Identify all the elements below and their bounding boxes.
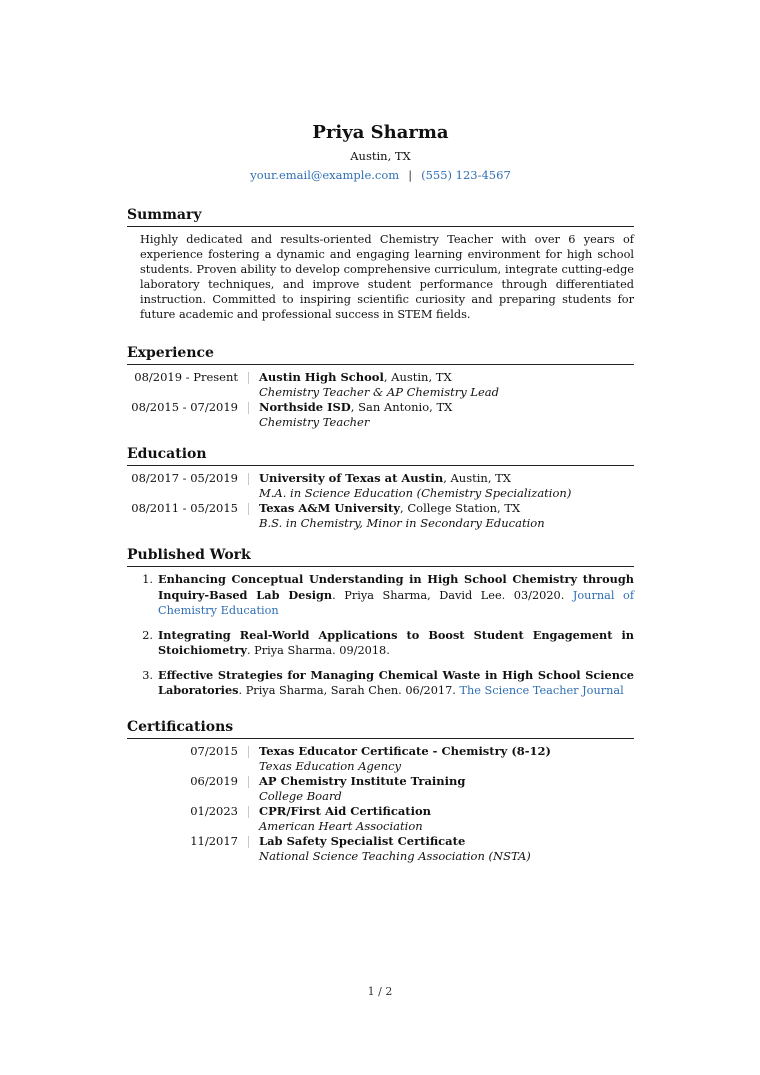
publication-number: 1. <box>142 573 153 586</box>
certification-name: Lab Safety Specialist Certificate <box>259 833 466 848</box>
publications-heading: Published Work <box>127 545 634 567</box>
experience-heading: Experience <box>127 343 634 365</box>
certification-entry <box>127 774 634 804</box>
entry-divider <box>248 776 249 788</box>
job-title: Chemistry Teacher & AP Chemistry Lead <box>259 385 500 399</box>
certification-issuer: American Heart Association <box>259 818 423 833</box>
certifications-heading: Certifications <box>127 717 634 739</box>
education-dates: 08/2011 - 05/2015 <box>131 501 238 515</box>
contact-line <box>127 166 634 184</box>
publication-text <box>158 668 634 699</box>
education-entry <box>127 471 634 501</box>
resume-content <box>127 120 634 864</box>
employer-location: , San Antonio, TX <box>350 400 453 414</box>
publication-text <box>158 628 634 659</box>
page-number: 1 / 2 <box>367 985 393 998</box>
school-location: , College Station, TX <box>400 501 521 515</box>
school-name: University of Texas at Austin <box>259 471 444 485</box>
education-detail <box>259 501 634 531</box>
certification-entry <box>127 744 634 774</box>
entry-divider <box>248 402 249 414</box>
experience-section <box>127 343 634 430</box>
resume-header <box>127 120 634 184</box>
publication-authors: . Priya Sharma, David Lee. 03/2020. <box>332 588 573 602</box>
publication-item <box>127 628 634 659</box>
experience-dates: 08/2019 - Present <box>134 370 238 384</box>
certification-issuer: Texas Education Agency <box>259 758 402 773</box>
summary-text: Highly dedicated and results-oriented Chemistry Teacher with over 6 years of experience fostering a dynamic and engaging learning environment for high school students. Proven ability to develop comprehensive curriculum, integrate cutting-edge laboratory techniques, and improve student performance through differentiated instruction. Committed to inspiring scientific curiosity and preparing students for future academic and professional success in STEM fields. <box>140 233 634 321</box>
certification-detail <box>259 774 634 804</box>
certification-entry <box>127 834 634 864</box>
publications-section <box>127 545 634 699</box>
certification-date: 07/2015 <box>190 743 238 758</box>
publication-authors: . Priya Sharma. 09/2018. <box>247 644 390 657</box>
education-heading: Education <box>127 444 634 466</box>
entry-divider <box>248 836 249 848</box>
employer-name: Austin High School <box>259 370 384 384</box>
education-dates: 08/2017 - 05/2019 <box>131 471 238 485</box>
publication-title: Effective Strategies for Managing Chemical Waste in High School Science Laboratories <box>158 667 634 697</box>
email-link[interactable]: your.email@example.com <box>250 168 400 182</box>
certifications-section <box>127 717 634 864</box>
candidate-name: Priya Sharma <box>312 122 449 143</box>
employer-location: , Austin, TX <box>383 370 452 384</box>
certification-name: AP Chemistry Institute Training <box>259 773 466 788</box>
certification-name: CPR/First Aid Certification <box>259 803 432 818</box>
certification-detail <box>259 744 634 774</box>
journal-link[interactable]: The Science Teacher Journal <box>459 684 624 697</box>
certification-name: Texas Educator Certificate - Chemistry (8-12) <box>259 743 551 758</box>
degree: M.A. in Science Education (Chemistry Specialization) <box>259 486 572 500</box>
journal-link[interactable]: Journal of Chemistry Education <box>158 588 634 617</box>
phone-link[interactable]: (555) 123-4567 <box>421 168 511 182</box>
certification-date: 06/2019 <box>190 773 238 788</box>
school-location: , Austin, TX <box>443 471 511 485</box>
certification-detail <box>259 834 634 864</box>
certification-detail <box>259 804 634 834</box>
certification-issuer: National Science Teaching Association (NSTA) <box>259 848 531 863</box>
publication-number: 2. <box>142 628 153 642</box>
entry-divider <box>248 746 249 758</box>
summary-section <box>127 205 634 322</box>
candidate-location: Austin, TX <box>350 149 411 163</box>
experience-dates: 08/2015 - 07/2019 <box>131 400 238 414</box>
school-name: Texas A&M University <box>259 501 401 515</box>
publication-text <box>158 572 634 619</box>
summary-heading: Summary <box>127 205 634 227</box>
publication-number: 3. <box>142 668 153 682</box>
publication-list <box>127 572 634 699</box>
publication-title: Integrating Real-World Applications to Boost Student Engagement in Stoichiometry <box>158 627 634 657</box>
publication-authors: . Priya Sharma, Sarah Chen. 06/2017. <box>238 684 460 697</box>
entry-divider <box>248 503 249 515</box>
experience-detail <box>259 370 634 400</box>
job-title: Chemistry Teacher <box>259 415 370 429</box>
certification-entry <box>127 804 634 834</box>
certification-date: 11/2017 <box>190 833 238 848</box>
education-entry <box>127 501 634 531</box>
employer-name: Northside ISD <box>259 400 351 414</box>
publication-title: Enhancing Conceptual Understanding in High School Chemistry through Inquiry-Based Lab Design <box>158 572 634 602</box>
experience-entry <box>127 400 634 430</box>
entry-divider <box>248 372 249 384</box>
publication-item <box>127 572 634 619</box>
contact-separator: | <box>408 168 413 182</box>
education-section <box>127 444 634 531</box>
experience-entry <box>127 370 634 400</box>
certification-issuer: College Board <box>259 788 342 803</box>
entry-divider <box>248 806 249 818</box>
entry-divider <box>248 473 249 485</box>
certification-date: 01/2023 <box>190 803 238 818</box>
experience-detail <box>259 400 634 430</box>
publication-item <box>127 668 634 699</box>
degree: B.S. in Chemistry, Minor in Secondary Education <box>259 516 545 530</box>
education-detail <box>259 471 634 501</box>
